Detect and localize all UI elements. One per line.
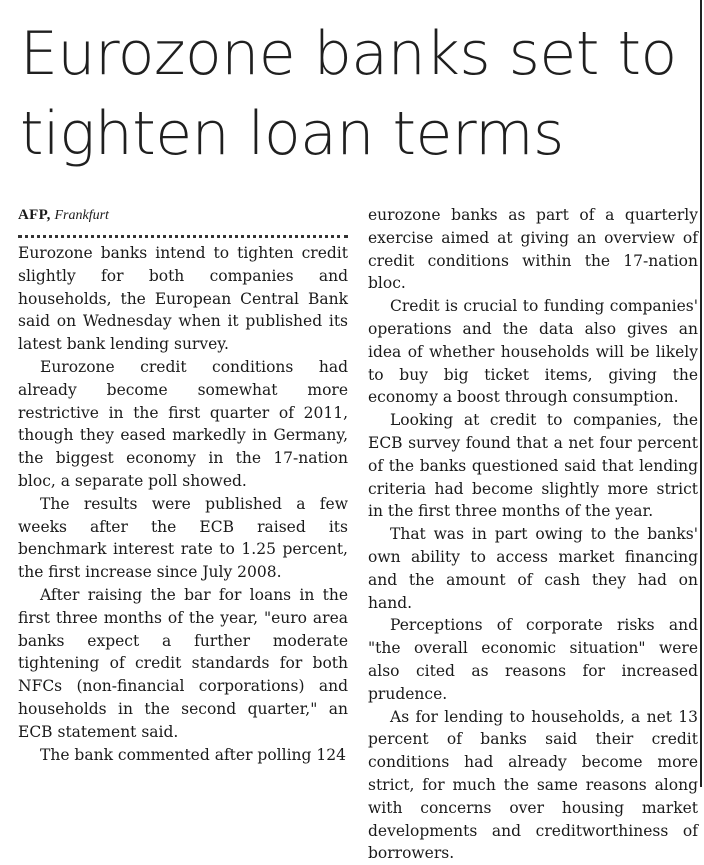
column-rule	[700, 0, 702, 787]
paragraph: Perceptions of corporate risks and "the overall economic situation" were also cited as reasons for increased prudence.	[368, 616, 698, 703]
headline: Eurozone banks set to tighten loan terms	[20, 19, 677, 169]
paragraph: After raising the bar for loans in the first three months of the year, "euro area banks expect a further moderate tightening of credit standards for both NFCs (non-financial corporations) and households in the second quarter," an ECB statement said.	[18, 585, 348, 741]
byline	[18, 204, 348, 227]
paragraph: Credit is crucial to funding companies' operations and the data also gives an idea of whether households will be likely to buy big ticket items, giving the economy a boost through consumption.	[368, 297, 698, 407]
paragraph: Eurozone banks intend to tighten credit slightly for both companies and households, the European Central Bank said on Wednesday when it published its latest bank lending survey.	[18, 244, 348, 354]
paragraph: eurozone banks as part of a quarterly exercise aimed at giving an overview of credit conditions within the 17-nation bloc.	[368, 206, 698, 293]
article-column-left	[18, 204, 348, 766]
byline-city: Frankfurt	[54, 208, 109, 223]
article-column-right	[368, 204, 698, 865]
paragraph: Looking at credit to companies, the ECB survey found that a net four percent of the banks questioned said that lending criteria had become slightly more strict in the first three months of the year.	[368, 411, 698, 521]
paragraph: The bank commented after polling 124	[40, 745, 346, 764]
paragraph: The results were published a few weeks after the ECB raised its benchmark interest rate to 1.25 percent, the first increase since July 2008.	[18, 494, 348, 582]
paragraph: Eurozone credit conditions had already become somewhat more restrictive in the first quarter of 2011, though they eased markedly in Germany, the biggest economy in the 17-nation bloc, a separate poll showed.	[18, 357, 348, 490]
byline-agency: AFP,	[18, 207, 51, 223]
paragraph: As for lending to households, a net 13 percent of banks said their credit conditions had already become more strict, for much the same reasons along with concerns over housing market developments and creditworthiness of borrowers.	[368, 707, 698, 863]
byline-divider	[18, 233, 348, 238]
paragraph: That was in part owing to the banks' own ability to access market financing and the amount of cash they had on hand.	[368, 525, 698, 612]
